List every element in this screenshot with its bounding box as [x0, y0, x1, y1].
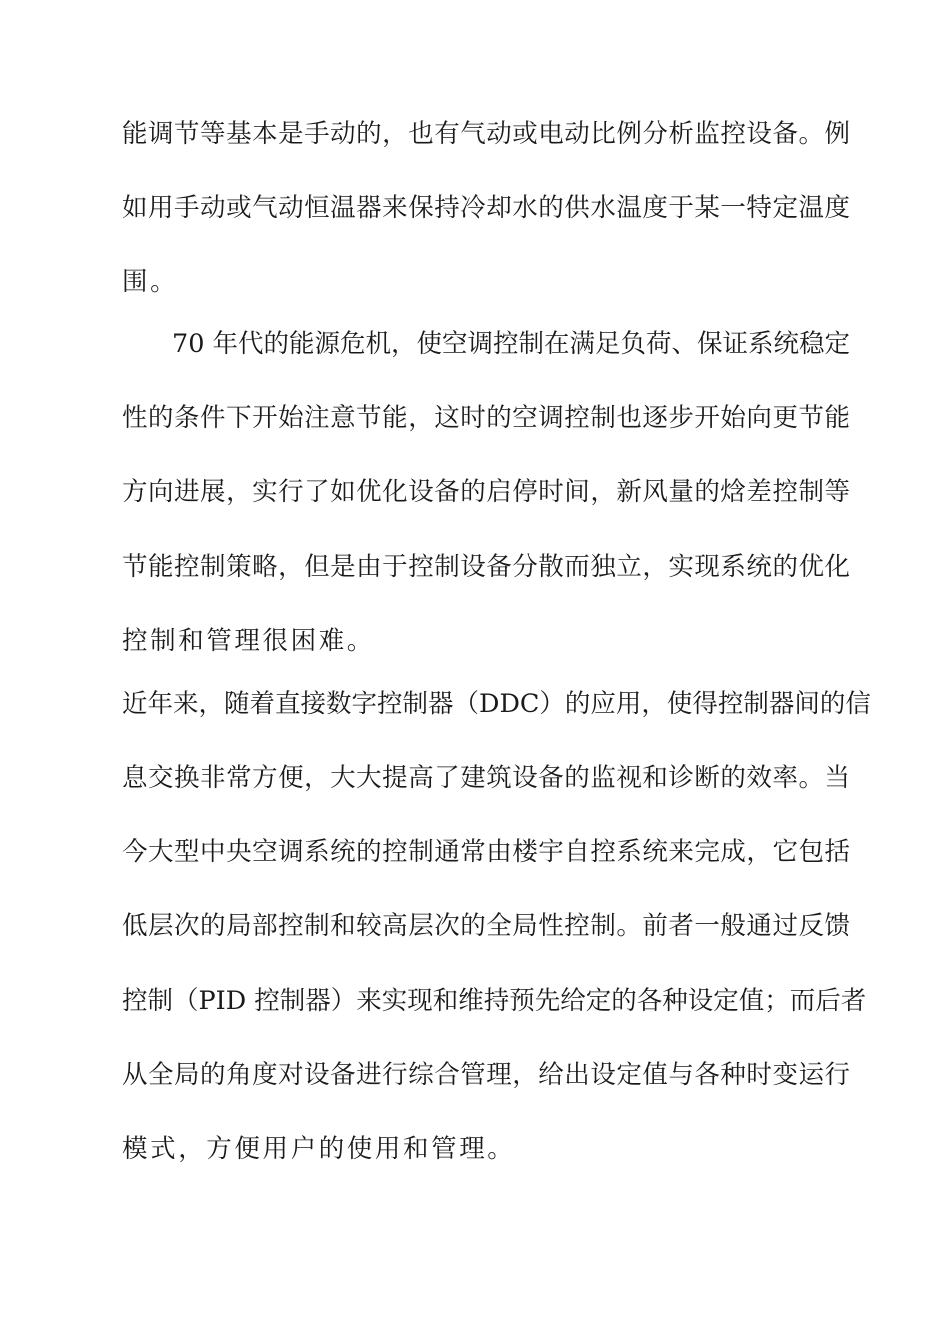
text-line: 方向进展，实行了如优化设备的启停时间，新风量的焓差控制等	[122, 477, 850, 507]
text-line: 围。	[122, 267, 179, 297]
text-line: 控制和管理很困难。	[122, 626, 375, 656]
text-line: 息交换非常方便，大大提高了建筑设备的监视和诊断的效率。当	[122, 763, 850, 793]
paragraph-first-line: 70 年代的能源危机，使空调控制在满足负荷、保证系统稳定	[172, 329, 851, 359]
text-line: 从全局的角度对设备进行综合管理，给出设定值与各种时变运行	[122, 1060, 850, 1090]
text-line: 控制（PID 控制器）来实现和维持预先给定的各种设定值；而后者	[122, 986, 867, 1016]
text-line: 节能控制策略，但是由于控制设备分散而独立，实现系统的优化	[122, 552, 850, 582]
text-line: 能调节等基本是手动的，也有气动或电动比例分析监控设备。例	[122, 119, 850, 149]
text-line: 性的条件下开始注意节能，这时的空调控制也逐步开始向更节能	[122, 403, 850, 433]
text-line: 模式，方便用户的使用和管理。	[122, 1134, 516, 1164]
text-line: 如用手动或气动恒温器来保持冷却水的供水温度于某一特定温度	[122, 193, 850, 223]
text-line: 今大型中央空调系统的控制通常由楼宇自控系统来完成，它包括	[122, 837, 850, 867]
paragraph-first-line: 近年来，随着直接数字控制器（DDC）的应用，使得控制器间的信	[122, 689, 871, 719]
text-line: 低层次的局部控制和较高层次的全局性控制。前者一般通过反馈	[122, 911, 850, 941]
